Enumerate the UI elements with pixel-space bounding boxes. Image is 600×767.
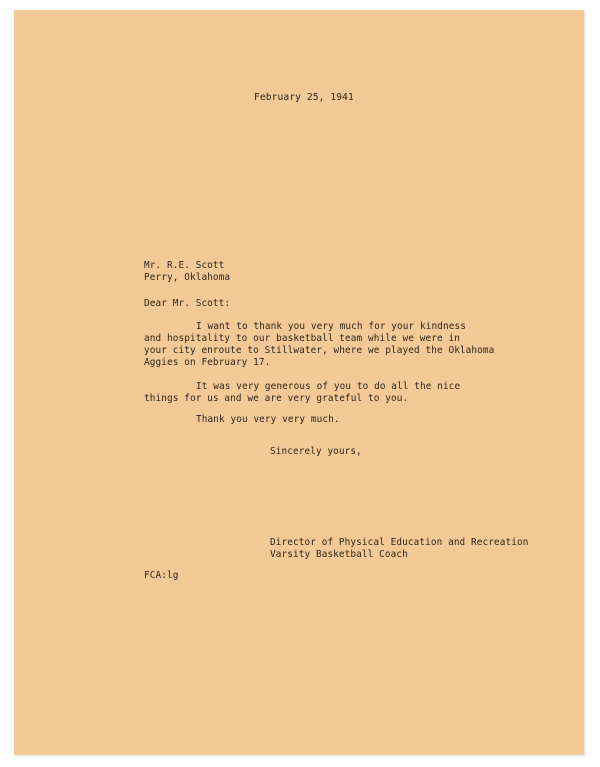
body-paragraph-2-line: things for us and we are very grateful to you. xyxy=(144,393,409,404)
letter-page xyxy=(14,10,584,755)
body-paragraph-2-line: It was very generous of you to do all the nice xyxy=(196,381,461,392)
body-paragraph-1-line: I want to thank you very much for your kindness xyxy=(196,321,466,332)
signature-title-line: Varsity Basketball Coach xyxy=(270,549,408,560)
body-paragraph-1-line: your city enroute to Stillwater, where we played the Oklahoma xyxy=(144,345,495,356)
reference-initials: FCA:lg xyxy=(144,570,179,581)
letter-date: February 25, 1941 xyxy=(254,92,354,103)
salutation: Dear Mr. Scott: xyxy=(144,298,231,309)
signature-title-line: Director of Physical Education and Recreation xyxy=(270,537,529,548)
body-paragraph-1-line: Aggies on February 17. xyxy=(144,357,271,368)
recipient-name: Mr. R.E. Scott xyxy=(144,260,225,271)
closing: Sincerely yours, xyxy=(270,446,362,457)
body-paragraph-1-line: and hospitality to our basketball team while we were in xyxy=(144,333,460,344)
body-paragraph-3: Thank you very very much. xyxy=(196,414,340,425)
recipient-city: Perry, Oklahoma xyxy=(144,272,231,283)
